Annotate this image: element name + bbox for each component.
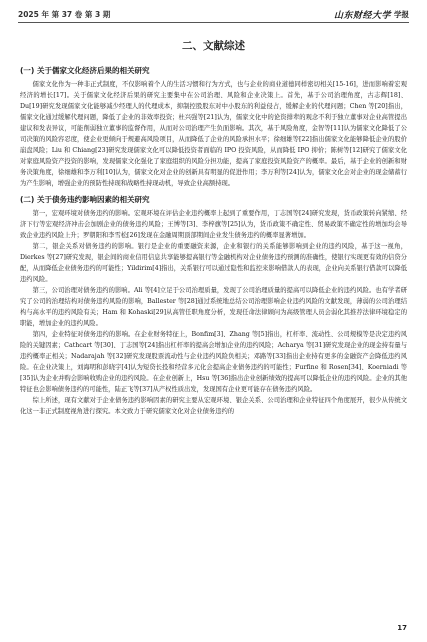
subsection-title-2: (二) 关于债务违约影响因素的相关研究 — [20, 195, 150, 204]
issue-info: 2025 年 第 37 卷 第 3 期 — [18, 9, 111, 19]
paragraph-firm-characteristics: 第四，企业特征对债务违约的影响。在企业财务特征上，Bonfim[3]、Zhang 等[5]指出，杠杆率、流动性、公司规模等是决定违约风险的关键因素；Cathcart 等[30]、丁志国等[24]指出杠杆率的提高会增加企业的违约风险；Acharya 等[31]研究发现企业的现金持有量与违约概率正相关；Nadarajah 等[32]研究发现股票流动性与企业违约风险负相关；邓路等[33]指出企业持有更多的金融资产会降低违约风险。在企业决策上，刘海明和彭晓宇[4]认为短贷长投和经营多元化会提高企业债务违约的可能性；Furfine 和 Rosen[34]、Koerniadi 等[35]认为企业并购会影响收购企业的违约风险。在企业创新上，Hsu 等[36]指出企业创新绩效的提高可以降低企业的违约风险。企业的其他特征也会影响债务违约的可能性，陆正飞等[37]从产权性质出发，发现国有企业更可能存在债务违约风险。 — [20, 331, 407, 393]
paragraph-corporate-governance: 第三，公司治理对债务违约的影响。Ali 等[4]立足于公司治理质量，发现了公司治理质量的提高可以降低企业的违约风险。也有学者研究了公司的治理结构对债务违约风险的影响，Ballester 等[28]通过系统地总结公司治理影响企业违约风险的文献发现，薄弱的公司治理结构与高水平的违约风险有关；Ham 和 Kohaski[29]从高管任职角度分析，发现任命法律顾问为高级管理人员会弱化其推荐法律环境稳定的职能，增加企业的违约风险。 — [20, 287, 407, 327]
article-body — [20, 38, 407, 417]
section-title: 二、文献综述 — [182, 40, 245, 52]
page-header — [18, 6, 409, 23]
paragraph-macro-environment: 第一，宏观环境对债务违约的影响。宏观环境在评估企业违约概率上起到了重要作用，丁志国等[24]研究发现，货币政策转向紧缩、经济下行等宏观经济冲击会加剧企业的债务违约风险；王博等[3]、李梓旗等[25]认为，货币政策不确定性、贸易政策不确定性的增加均会导致企业违约风险上升；罗朝阳和李雪松[26]发现在金融周期顶部期间企业发生债务违约的概率显著增加。 — [20, 210, 407, 239]
journal-logo: 山东财经大学 — [333, 10, 391, 21]
journal-type: 学报 — [394, 9, 409, 19]
journal-name — [334, 8, 409, 21]
paragraph-confucian-culture: 儒家文化作为一种非正式制度，不仅影响着个人的生活习惯和行为方式，也与企业的商业道德同样密切相关[15-16]，进而影响着宏观经济的增长[17]。关于儒家文化经济后果的研究主要集中在公司治理、风险和企业决策上。首先，基于公司治理角度，古志辉[18]、Du[19]研究发现儒家文化能够减少经理人的代理成本，抑制控股股东对中小股东的利益侵占，缓解企业的代理问题；Chen 等[20]指出，儒家文化通过缓解代理问题，降低了企业的非效率投资；杜兴强等[21]认为，儒家文化中的论资排辈的观念不利于独立董事对企业高管提出建议和发表异议，可能削弱独立董事的监督作用，从而对公司治理产生负面影响。其次，基于风险角度，金智等[11]认为儒家文化降低了公司决策的风险容忍度，使企业更倾向于规避高风险项目，从而降低了企业的风险承担水平；徐细雄等[22]指出儒家文化能够降低企业的股价崩盘风险；Liu 和 Chiang[23]研究发现儒家文化可以降低投资者面临的 IPO 投资风险，从而降低 IPO 抑价；陈树等[12]研究了儒家文化对家庭风险资产投资的影响，发现儒家文化强化了家庭组织的风险分担功能，提高了家庭投资风险资产的概率。最后，基于企业的创新和财务决策角度，徐细雄和李万利[10]认为，儒家文化对企业的创新具有明显的促进作用；李万利等[24]认为，儒家文化会对企业的现金储蓄行为产生影响，增强企业的预防性持现和战略性持现动机，导致企业高额持现。 — [20, 81, 407, 187]
paragraph-summary: 综上所述，现有文献对于企业债务违约影响因素的研究主要从宏观环境、银企关系、公司治理和企业特征四个角度展开，很少从传统文化这一非正式制度视角进行探究。本文致力于研究儒家文化对企业债务违约的 — [20, 397, 407, 415]
paragraph-bank-enterprise: 第二，银企关系对债务违约的影响。银行是企业的重要融资来源，企业和银行的关系能够影响到企业的违约风险，基于这一视角，Dierkes 等[27]研究发现，银企间的商业信用信息共享能够提高银行等金融机构对企业债务违约预测的准确性，使银行实现更有效的信贷分配，从而降低企业债务违约的可能性；Yildirim[4]指出，关系银行可以通过隐性和监控来影响借款人的表现，企业向关系银行借款可以降低违约风险。 — [20, 243, 407, 283]
subsection-title-1: (一) 关于儒家文化经济后果的相关研究 — [20, 66, 150, 75]
page-number: 17 — [397, 624, 407, 632]
